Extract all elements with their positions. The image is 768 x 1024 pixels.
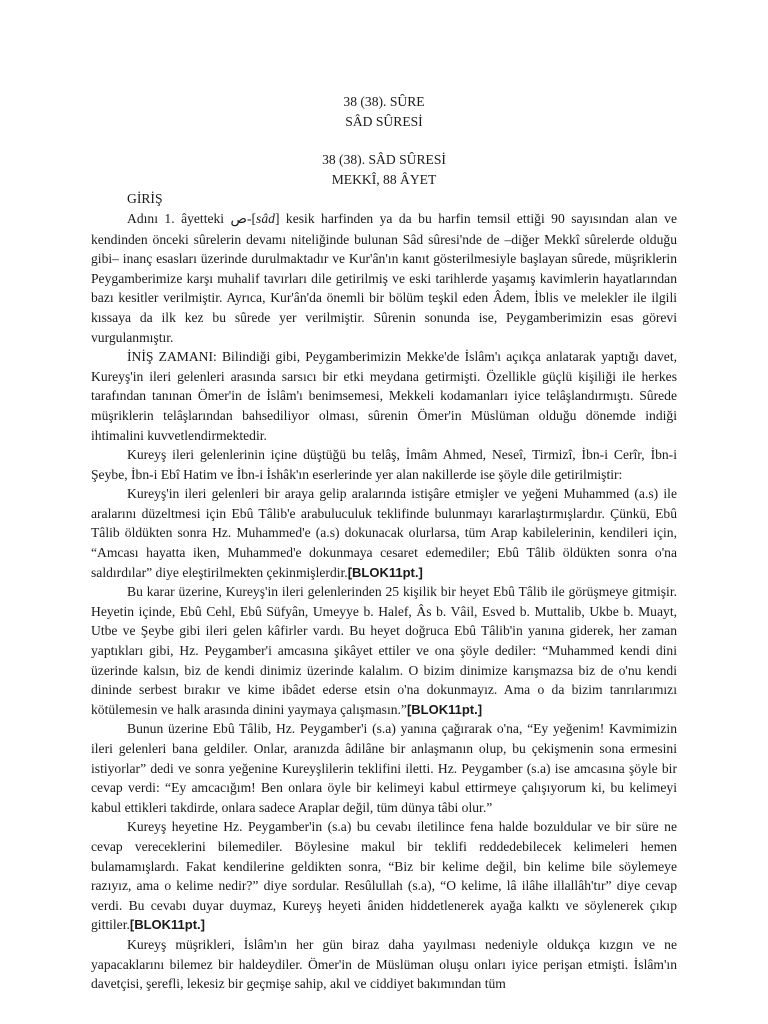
paragraph-istisare (91, 484, 677, 582)
paragraph-musrikler: Kureyş müşrikleri, İslâm'ın her gün biraz daha yayılması nedeniyle oldukça kızgın ve ne yapacaklarını bilemez bir haldeydiler. Ömer'in de Müslüman oluşu onları iyice perişan etmişti. İslâm'ın davetçisi, şerefli, lekesiz bir geçmişe sahip, akıl ve ciddiyet bakımından tüm (91, 936, 677, 992)
surah-title-block (91, 92, 677, 131)
bracket-open: -[ (246, 210, 257, 226)
paragraph-istisare-text: Kureyş'in ileri gelenleri bir araya gelip aralarında istişâre etmişler ve yeğeni Muhammed (a.s) ile aralarını düzeltmesi için Ebû Tâlib'e arabuluculuk teklifinde bulunmayı kararlaştırmışlardır. Çünkü, Ebû Tâlib öldükten sonra Hz. Muhammed'e (a.s) dokunacak olurlarsa, tüm Arap kabilelerinin, kendileri için, “Amcası hayatta iken, Muhammed'e dokunmaya cesaret edemediler; Ebû Tâlib öldükten sonra o'na saldırdılar” diye eleştirilmekten çekinmişlerdir. (91, 486, 677, 580)
blok-marker: [BLOK11pt.] (129, 917, 206, 933)
document-page (91, 92, 677, 994)
arabic-letter-sad: ص (230, 210, 247, 227)
paragraph-intro-before: Adını 1. âyetteki (127, 210, 231, 226)
surah-name-title: SÂD SÛRESİ (345, 113, 423, 129)
paragraph-kelime (91, 817, 677, 935)
section-heading-giris: GİRİŞ (127, 191, 163, 207)
blok-marker: [BLOK11pt.] (347, 564, 423, 580)
sad-transliteration: sâd (256, 210, 275, 226)
paragraph-intro-after: ] kesik harfinden ya da bu harfin temsil ettiği 90 sayısından alan ve kendinden önceki sûrelerin devamı niteliğinde bulunan Sâd sûresi'nde de –diğer Mekkî sûrelerde olduğu gibi– inanç esasları üzerinde durulmaktadır ve Kur'ân'ın kanıt gösterilmesiyle başlayan sûrede, müşriklerin Peygamberimize karşı muhalif tavırları dile getirilmiş ve eski tarihlerde yaşamış kavimlerin hayatlarından bazı kesitler verilmiştir. Ayrıca, Kur'ân'da önemli bir bölüm teşkil eden Âdem, İblis ve melekler ile ilgili kıssaya da ilk kez bu sûrede yer verilmiştir. Sûrenin sonunda ise, Peygamberimizin esas görevi vurgulanmıştır. (91, 210, 677, 345)
surah-subtitle-block (91, 150, 677, 189)
surah-meta: MEKKÎ, 88 ÂYET (331, 171, 437, 187)
paragraph-kelime-text: Kureyş heyetine Hz. Peygamber'in (s.a) bu cevabı iletilince fena halde bozuldular ve bir süre ne cevap vereceklerini bilemediler. Böylesine makul bir teklifi reddedebilecek kelimeleri hemen bulamamışlardı. Fakat kendilerine geldikten sonra, “Biz bir kelime değil, bin kelime bile söylemeye razıyız, ama o kelime nedir?” diye sordular. Resûlullah (s.a), “O kelime, lâ ilâhe illallâh'tır” diye cevap verdi. Bu cevabı duyar duymaz, Kureyş heyeti âniden hiddetlenerek ayağa kalktı ve söylenerek çıkıp gittiler. (91, 819, 677, 933)
paragraph-ebu-talib: Bunun üzerine Ebû Tâlib, Hz. Peygamber'i (s.a) yanına çağırarak o'na, “Ey yeğenim! Kavmimizin ileri gelenleri bana geldiler. Onlar, aranızda âdilâne bir anlaşmanın olup, bu çekişmenin sona ermesini istiyorlar” dedi ve sonra yeğenine Kureyşlilerin teklifini iletti. Hz. Peygamber (s.a) ise amcasına şöyle bir cevap verdi: “Ey amcacığım! Ben onlara öyle bir kelimeyi kabul ettirmeye çalışıyorum ki, bu kelimeyi kabul ettikleri takdirde, onlara sadece Araplar değil, tüm dünya tâbi olur.” (91, 721, 677, 815)
blok-marker: [BLOK11pt.] (406, 701, 483, 717)
paragraph-kureys-telas: Kureyş ileri gelenlerinin içine düştüğü bu telâş, İmâm Ahmed, Neseî, Tirmizî, İbn-i Cerîr, İbn-i Şeybe, İbn-i Ebî Hatim ve İbn-i İshâk'ın eserlerinde yer alan nakillerde ise şöyle dile getirilmiştir: (91, 447, 677, 482)
surah-number-title: 38 (38). SÛRE (343, 94, 425, 109)
paragraph-heyet-text: Bu karar üzerine, Kureyş'in ileri gelenlerinden 25 kişilik bir heyet Ebû Tâlib ile görüşmeye gitmişir. Heyetin içinde, Ebû Cehl, Ebû Süfyân, Umeyye b. Halef, Âs b. Vâil, Esved b. Muttalib, Ukbe b. Muayt, Utbe ve Şeybe gibi ileri gelen kâfirler vardı. Bu heyet doğruca Ebû Tâlib'in yanına giderek, her zaman yaptıkları gibi, Hz. Peygamber'i amcasına şikâyet ettiler ve ona şöyle dediler: “Muhammed kendi dini üzerinde kalsın, biz de kendi dinimiz üzerinde kalalım. O bizim dinimize karışmazsa biz de o'nu kendi dininde serbest bırakır ve kime ibâdet ederse etsin o'na dokunmayız. Ama o da bizim tanrılarımızı kötülemesin ve halk arasında dinini yaymaya çalışmasın.” (91, 584, 677, 717)
surah-full-title: 38 (38). SÂD SÛRESİ (322, 152, 446, 168)
paragraph-intro (91, 209, 677, 347)
paragraph-inis-zamani: İNİŞ ZAMANI: Bilindiği gibi, Peygamberimizin Mekke'de İslâm'ı açıkça anlatarak yaptığı davet, Kureyş'in ileri gelenleri arasında sarsıcı bir etki meydana getirmişti. Özellikle güçlü kişiliği ile herkes tarafından tanınan Ömer'in de İslâm'ı benimsemesi, Mekkeli kodamanları iyice telâşlandırmıştı. Sûrede müşriklerin telâşlarından bahsediliyor olması, sûrenin Ömer'in Müslüman olduğu dönemde indiği ihtimalini kuvvetlendirmektedir. (91, 349, 677, 443)
paragraph-heyet (91, 582, 677, 719)
